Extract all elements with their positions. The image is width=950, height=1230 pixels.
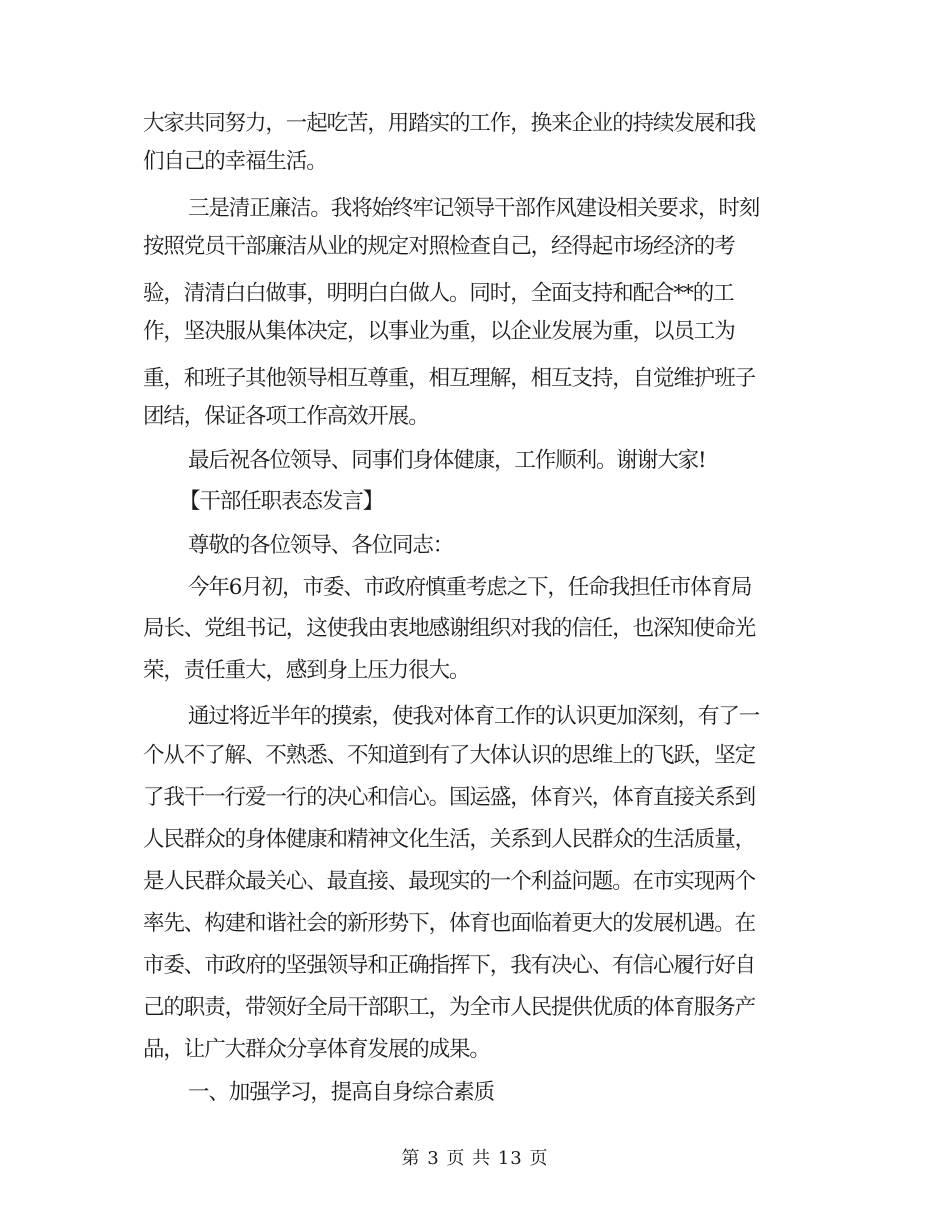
salutation: 尊敬的各位领导、各位同志： bbox=[188, 533, 454, 558]
subsection-heading: 一、加强学习，提高自身综合素质 bbox=[188, 1080, 495, 1105]
text-line: 们自己的幸福生活。 bbox=[143, 149, 327, 174]
text-line: 荣，责任重大，感到身上压力很大。 bbox=[143, 658, 470, 683]
text-line: 大家共同努力，一起吃苦，用踏实的工作，换来企业的持续发展和我 bbox=[143, 111, 756, 136]
text-line: 通过将近半年的摸索，使我对体育工作的认识更加深刻，有了一 bbox=[188, 704, 760, 729]
text-line: 市委、市政府的坚强领导和正确指挥下，我有决心、有信心履行好自 bbox=[143, 953, 756, 978]
text-line: 己的职责，带领好全局干部职工，为全市人民提供优质的体育服务产 bbox=[143, 995, 756, 1020]
text-line: 最后祝各位领导、同事们身体健康，工作顺利。谢谢大家! bbox=[188, 448, 706, 473]
text-line: 品，让广大群众分享体育发展的成果。 bbox=[143, 1037, 490, 1062]
text-line: 三是清正廉洁。我将始终牢记领导干部作风建设相关要求，时刻 bbox=[188, 196, 760, 221]
text-line: 重，和班子其他领导相互尊重，相互理解，相互支持，自觉维护班子 bbox=[143, 366, 756, 391]
text-line: 作，坚决服从集体决定，以事业为重，以企业发展为重，以员工为 bbox=[143, 319, 735, 344]
section-heading: 【干部任职表态发言】 bbox=[179, 489, 384, 514]
text-line: 是人民群众最关心、最直接、最现实的一个利益问题。在市实现两个 bbox=[143, 869, 756, 894]
text-line: 了我干一行爱一行的决心和信心。国运盛，体育兴，体育直接关系到 bbox=[143, 785, 756, 810]
text-line: 个从不了解、不熟悉、不知道到有了大体认识的思维上的飞跃，坚定 bbox=[143, 743, 756, 768]
text-line: 按照党员干部廉洁从业的规定对照检查自己，经得起市场经济的考 bbox=[143, 234, 735, 259]
page-footer: 第 3 页 共 13 页 bbox=[401, 1148, 549, 1169]
text-line: 今年6月初，市委、市政府慎重考虑之下，任命我担任市体育局 bbox=[188, 575, 752, 600]
text-line: 局长、党组书记，这使我由衷地感谢组织对我的信任，也深知使命光 bbox=[143, 616, 756, 641]
text-line: 验，清清白白做事，明明白白做人。同时，全面支持和配合**的工 bbox=[143, 281, 734, 306]
text-line: 率先、构建和谐社会的新形势下，体育也面临着更大的发展机遇。在 bbox=[143, 911, 756, 936]
text-line: 人民群众的身体健康和精神文化生活，关系到人民群众的生活质量， bbox=[143, 827, 756, 852]
text-line: 团结，保证各项工作高效开展。 bbox=[143, 404, 429, 429]
